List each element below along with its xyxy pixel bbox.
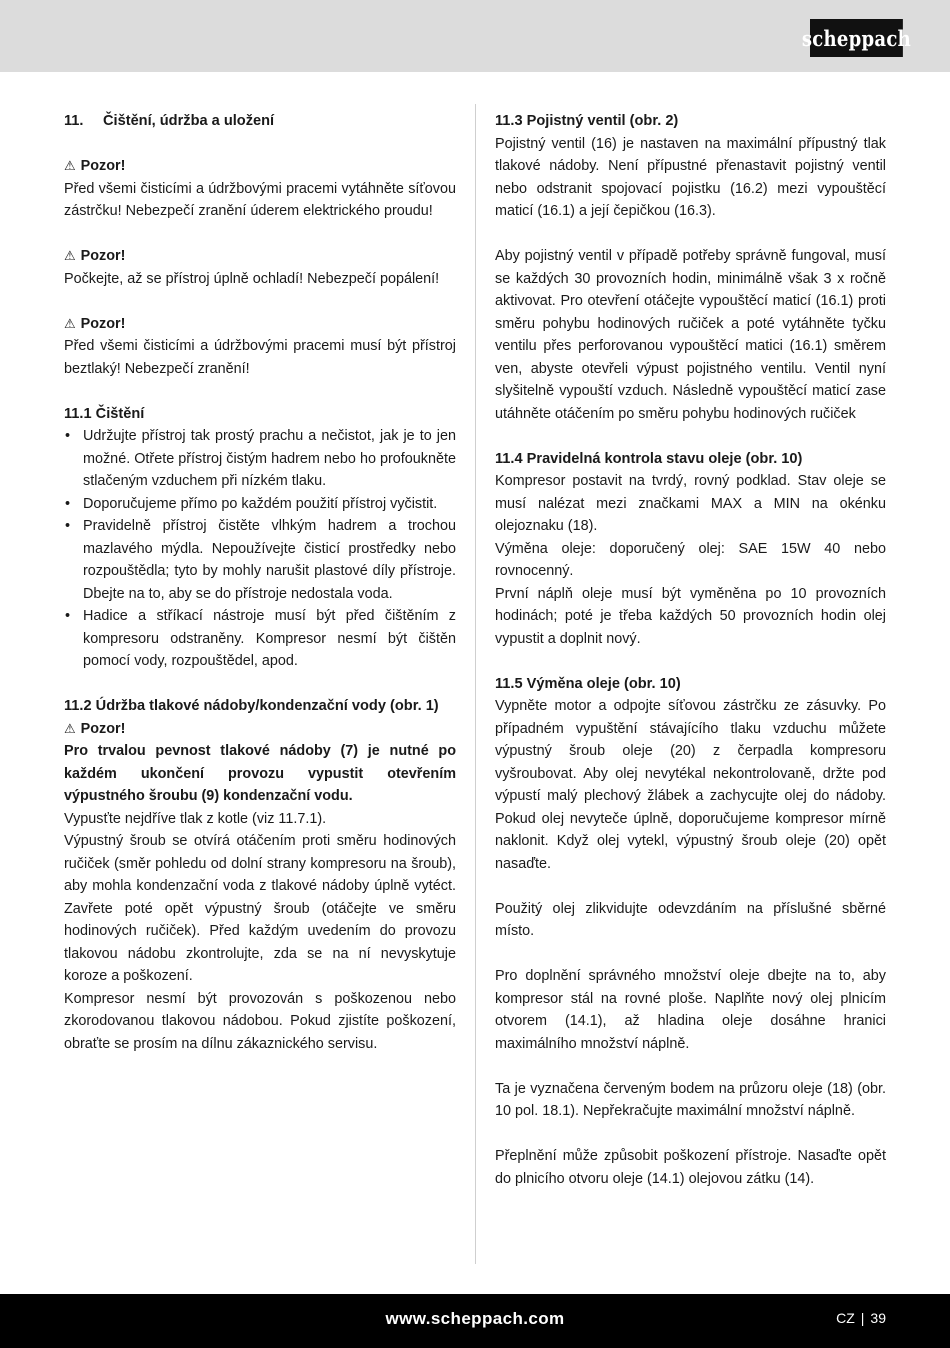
- footer-website-link[interactable]: www.scheppach.com: [385, 1309, 565, 1328]
- warning-label: [64, 718, 456, 741]
- separator: |: [860, 1310, 865, 1326]
- list-item: • Doporučujeme přímo po každém použití přístroj vyčistit.: [64, 493, 456, 516]
- warning-text: Pozor!: [80, 248, 126, 264]
- section-heading-11-4: 11.4 Pravidelná kontrola stavu oleje (obr. 10): [495, 450, 803, 467]
- section-title: Čištění, údržba a uložení: [103, 113, 275, 129]
- paragraph: První náplň oleje musí být vyměněna po 10 provozních hodinách; poté je třeba každých 50 provozních hodin olej vypustit a doplnit nový.: [495, 585, 886, 647]
- list-item: • Hadice a stříkací nástroje musí být před čištěním z kompresoru odstraněny. Kompresor nesmí být čištěn pomocí vody, rozpouštědel, apod.: [64, 605, 456, 673]
- section-heading-11-3: 11.3 Pojistný ventil (obr. 2): [495, 113, 679, 129]
- paragraph: Aby pojistný ventil v případě potřeby správně fungoval, musí se každých 30 provozních hodin, minimálně však 3 x ročně aktivovat. Pro otevření otáčejte vypouštěcí maticí (16.1) proti směru pohybu hodinových ručiček a poté vytáhněte tyčku ventilu přes perforovanou vypouštěcí matici (16.1) směrem ven, abyste otevřeli výpust pojistného ventilu. Ventil nyní slyšitelně vypouští vzduch. Následně vypouštěcí maticí zase utáhněte otáčením po směru pohybu hodinových ručiček: [495, 248, 886, 422]
- warning-triangle-icon: ⚠: [64, 158, 76, 173]
- list-item: • Udržujte přístroj tak prostý prachu a nečistot, jak je to jen možné. Otřete přístroj čistým hadrem nebo ho profoukněte stlačeným vzduchem při nízkém tlaku.: [64, 425, 456, 493]
- warning-label: [64, 155, 456, 178]
- warning-text: Pozor!: [80, 315, 126, 332]
- scheppach-logo: scheppach: [810, 19, 903, 57]
- paragraph: Přeplnění může způsobit poškození přístroje. Nasaďte opět do plnicího otvoru oleje (14.1) olejovou zátku (14).: [495, 1148, 886, 1187]
- paragraph: Použitý olej zlikvidujte odevzdáním na příslušné sběrné místo.: [495, 900, 886, 939]
- warning-paragraph: Před všemi čisticími a údržbovými pracemi musí být přístroj beztlaký! Nebezpečí zranění!: [64, 338, 456, 377]
- paragraph: Výpustný šroub se otvírá otáčením proti směru hodinových ručiček (směr pohledu od dolní strany kompresoru na šroub), aby mohla kondenzační voda z tlakové nádoby úplně vytéct. Zavřete poté opět výpustný šroub (otáčejte ve směru hodinových ručiček). Před každým uvedením do provozu tlakovou nádobu zkontrolujte, zda se na ní nevyskytuje koroze a poškození.: [64, 833, 456, 984]
- warning-text: Pozor!: [80, 720, 126, 737]
- paragraph: Pojistný ventil (16) je nastaven na maximální přípustný tlak tlakové nádoby. Není přípustné přenastavit pojistný ventil nebo odstranit spojovací pojistku (16.2) mezi vypouštěcí maticí (16.1) a její čepičkou (16.3).: [495, 135, 886, 219]
- section-heading-11-1: 11.1 Čištění: [64, 405, 145, 422]
- paragraph: Výměna oleje: doporučený olej: SAE 15W 40 nebo rovnocenný.: [495, 540, 886, 579]
- header-bar: [0, 0, 950, 72]
- section-heading-11-5: 11.5 Výměna oleje (obr. 10): [495, 675, 681, 692]
- warning-label: [64, 313, 456, 336]
- warning-paragraph: Počkejte, až se přístroj úplně ochladí! Nebezpečí popálení!: [64, 270, 440, 287]
- paragraph: Kompresor postavit na tvrdý, rovný podklad. Stav oleje se musí nalézat mezi značkami MAX a MIN na okénku olejoznaku (18).: [495, 473, 886, 534]
- paragraph: Vypněte motor a odpojte síťovou zástrčku ze zásuvky. Po případném vypuštění stávajícího tlaku vzduchu můžete výpustný šroub oleje (20) z čerpadla kompresoru vyšroubovat. Aby olej nevytékal nekontrolovaně, držte pod výpustí malý plechový žlábek a zachycujte olej do nádoby. Pokud olej nevyteče úplně, doporučujeme kompresor mírně naklonit. Když olej vytekl, výpustný šroub oleje (20) opět nasaďte.: [495, 698, 886, 872]
- list-item: • Pravidelně přístroj čistěte vlhkým hadrem a trochou mazlavého mýdla. Nepoužívejte čisticí prostředky nebo rozpouštědla; tyto by mohly narušit plastové díly přístroje. Dbejte na to, aby se do přístroje nedostala voda.: [64, 515, 456, 605]
- page-number: 39: [870, 1310, 886, 1326]
- bold-instruction: Pro trvalou pevnost tlakové nádoby (7) je nutné po každém ukončení provozu vypustit otevřením výpustného šroubu (9) kondenzační vodu.: [64, 743, 456, 804]
- section-heading-11: [64, 110, 456, 133]
- paragraph: Vypusťte nejdříve tlak z kotle (viz 11.7.1).: [64, 810, 327, 827]
- page-info: [836, 1310, 886, 1326]
- warning-triangle-icon: ⚠: [64, 720, 76, 736]
- footer-bar: [0, 1294, 950, 1348]
- language-code: CZ: [836, 1310, 855, 1326]
- warning-text: Pozor!: [80, 158, 126, 174]
- right-column: [495, 110, 886, 1190]
- warning-triangle-icon: ⚠: [64, 315, 76, 331]
- paragraph: Ta je vyznačena červeným bodem na průzoru oleje (18) (obr. 10 pol. 18.1). Nepřekračujte maximální množství náplně.: [495, 1080, 886, 1119]
- paragraph: Pro doplnění správného množství oleje dbejte na to, aby kompresor stál na rovné ploše. Naplňte nový olej plnicím otvorem (14.1), až hladina oleje dosáhne hranici maximálního množství náplně.: [495, 968, 886, 1052]
- paragraph: Kompresor nesmí být provozován s poškozenou nebo zkorodovanou tlakovou nádobou. Pokud zjistíte poškození, obraťte se prosím na dílnu zákaznického servisu.: [64, 990, 456, 1052]
- cleaning-bullet-list: [64, 425, 456, 673]
- left-column: [64, 110, 456, 1055]
- column-divider: [475, 104, 476, 1264]
- section-number: 11.: [64, 113, 84, 129]
- warning-triangle-icon: ⚠: [64, 248, 76, 263]
- warning-label: [64, 245, 456, 268]
- warning-paragraph: Před všemi čisticími a údržbovými pracemi vytáhněte síťovou zástrčku! Nebezpečí zranění úderem elektrického proudu!: [64, 180, 456, 219]
- section-heading-11-2: 11.2 Údržba tlakové nádoby/kondenzační vody (obr. 1): [64, 698, 439, 714]
